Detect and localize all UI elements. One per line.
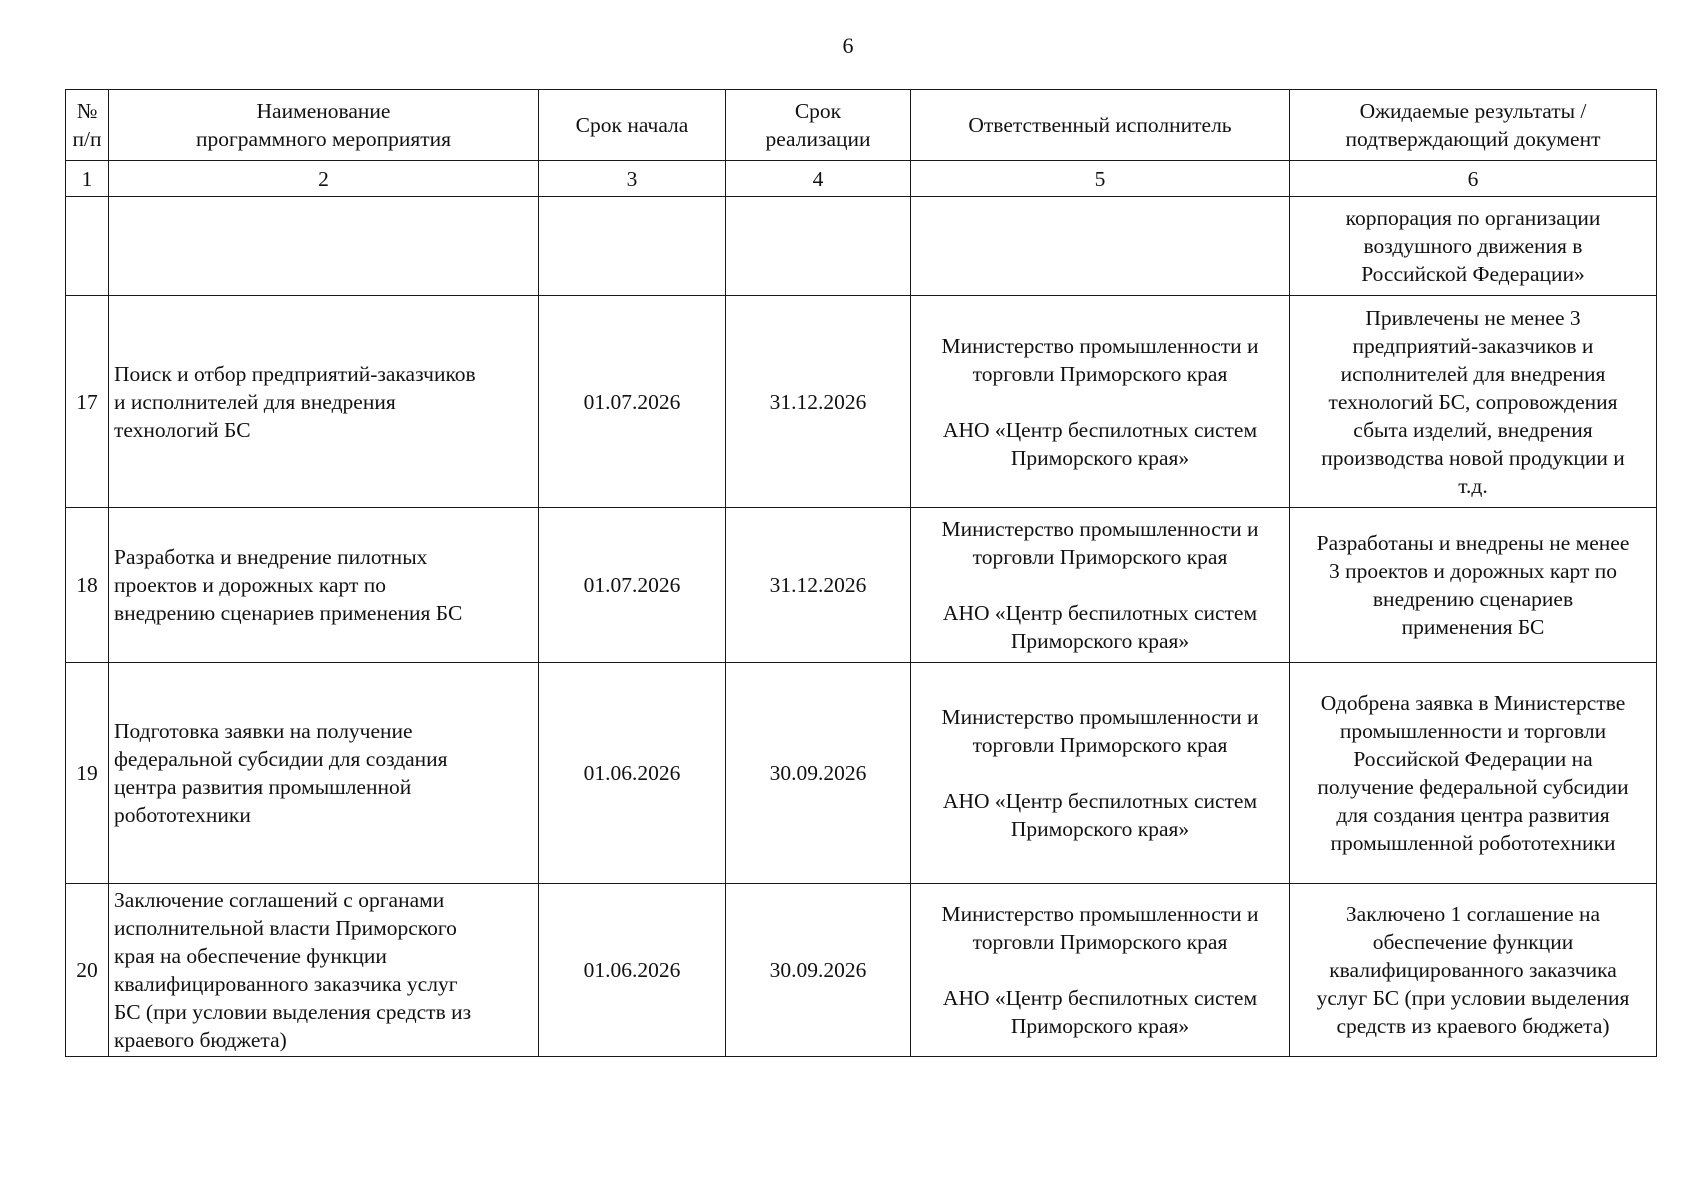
start-date-cell: 01.06.2026 [539,884,726,1057]
executor-ministry: Министерство промышленности и торговли Приморского края [941,333,1259,386]
header-expected-results: Ожидаемые результаты / подтверждающий документ [1290,90,1657,161]
column-number: 5 [911,161,1290,197]
end-date-cell: 30.09.2026 [726,663,911,884]
executor-cell [911,296,1290,508]
event-name-cell: Заключение соглашений с органами исполнительной власти Приморского края на обеспечение функции квалифицированного заказчика услуг БС (при условии выделения средств из краевого бюджета) [109,884,539,1057]
table-row [66,663,1657,884]
table-row-continuation [66,197,1657,296]
executor-ministry: Министерство промышленности и торговли Приморского края [941,902,1259,954]
program-events-table [65,89,1657,1057]
row-number-cell: 18 [66,508,109,663]
executor-ano: АНО «Центр беспилотных систем Приморского края» [942,986,1258,1038]
result-cell: корпорация по организации воздушного движения в Российской Федерации» [1290,197,1657,296]
executor-ano: АНО «Центр беспилотных систем Приморского края» [942,601,1258,653]
event-name-cell: Подготовка заявки на получение федеральной субсидии для создания центра развития промышленной робототехники [109,663,539,884]
executor-cell [911,663,1290,884]
start-date-cell [539,197,726,296]
row-number-cell [66,197,109,296]
start-date-cell: 01.07.2026 [539,296,726,508]
table-header-row [66,90,1657,161]
header-number: № п/п [66,90,109,161]
result-cell: Заключено 1 соглашение на обеспечение функции квалифицированного заказчика услуг БС (при условии выделения средств из краевого бюджета) [1290,884,1657,1057]
executor-ministry: Министерство промышленности и торговли Приморского края [941,517,1259,569]
column-number: 4 [726,161,911,197]
column-numbers-row [66,161,1657,197]
executor-cell [911,884,1290,1057]
executor-ano: АНО «Центр беспилотных систем Приморского края» [942,789,1258,841]
header-event-name: Наименование программного мероприятия [109,90,539,161]
result-cell: Разработаны и внедрены не менее 3 проектов и дорожных карт по внедрению сценариев применения БС [1290,508,1657,663]
start-date-cell: 01.07.2026 [539,508,726,663]
executor-cell [911,197,1290,296]
row-number-cell: 17 [66,296,109,508]
end-date-cell: 31.12.2026 [726,508,911,663]
executor-cell [911,508,1290,663]
event-name-cell: Поиск и отбор предприятий-заказчиков и исполнителей для внедрения технологий БС [109,296,539,508]
result-cell: Одобрена заявка в Министерстве промышленности и торговли Российской Федерации на получение федеральной субсидии для создания центра развития промышленной робототехники [1290,663,1657,884]
executor-ministry: Министерство промышленности и торговли Приморского края [941,705,1259,757]
end-date-cell: 31.12.2026 [726,296,911,508]
header-end-date: Срок реализации [726,90,911,161]
column-number: 6 [1290,161,1657,197]
header-start-date: Срок начала [539,90,726,161]
table-row [66,296,1657,508]
column-number: 3 [539,161,726,197]
table-row [66,508,1657,663]
result-cell: Привлечены не менее 3 предприятий-заказчиков и исполнителей для внедрения технологий БС, сопровождения сбыта изделий, внедрения производства новой продукции и т.д. [1290,296,1657,508]
column-number: 2 [109,161,539,197]
row-number-cell: 20 [66,884,109,1057]
page-number: 6 [842,33,854,58]
executor-ano: АНО «Центр беспилотных систем Приморского края» [942,417,1258,470]
end-date-cell [726,197,911,296]
row-number-cell: 19 [66,663,109,884]
column-number: 1 [66,161,109,197]
table-row [66,884,1657,1057]
start-date-cell: 01.06.2026 [539,663,726,884]
end-date-cell: 30.09.2026 [726,884,911,1057]
event-name-cell [109,197,539,296]
header-executor: Ответственный исполнитель [911,90,1290,161]
event-name-cell: Разработка и внедрение пилотных проектов и дорожных карт по внедрению сценариев применения БС [109,508,539,663]
